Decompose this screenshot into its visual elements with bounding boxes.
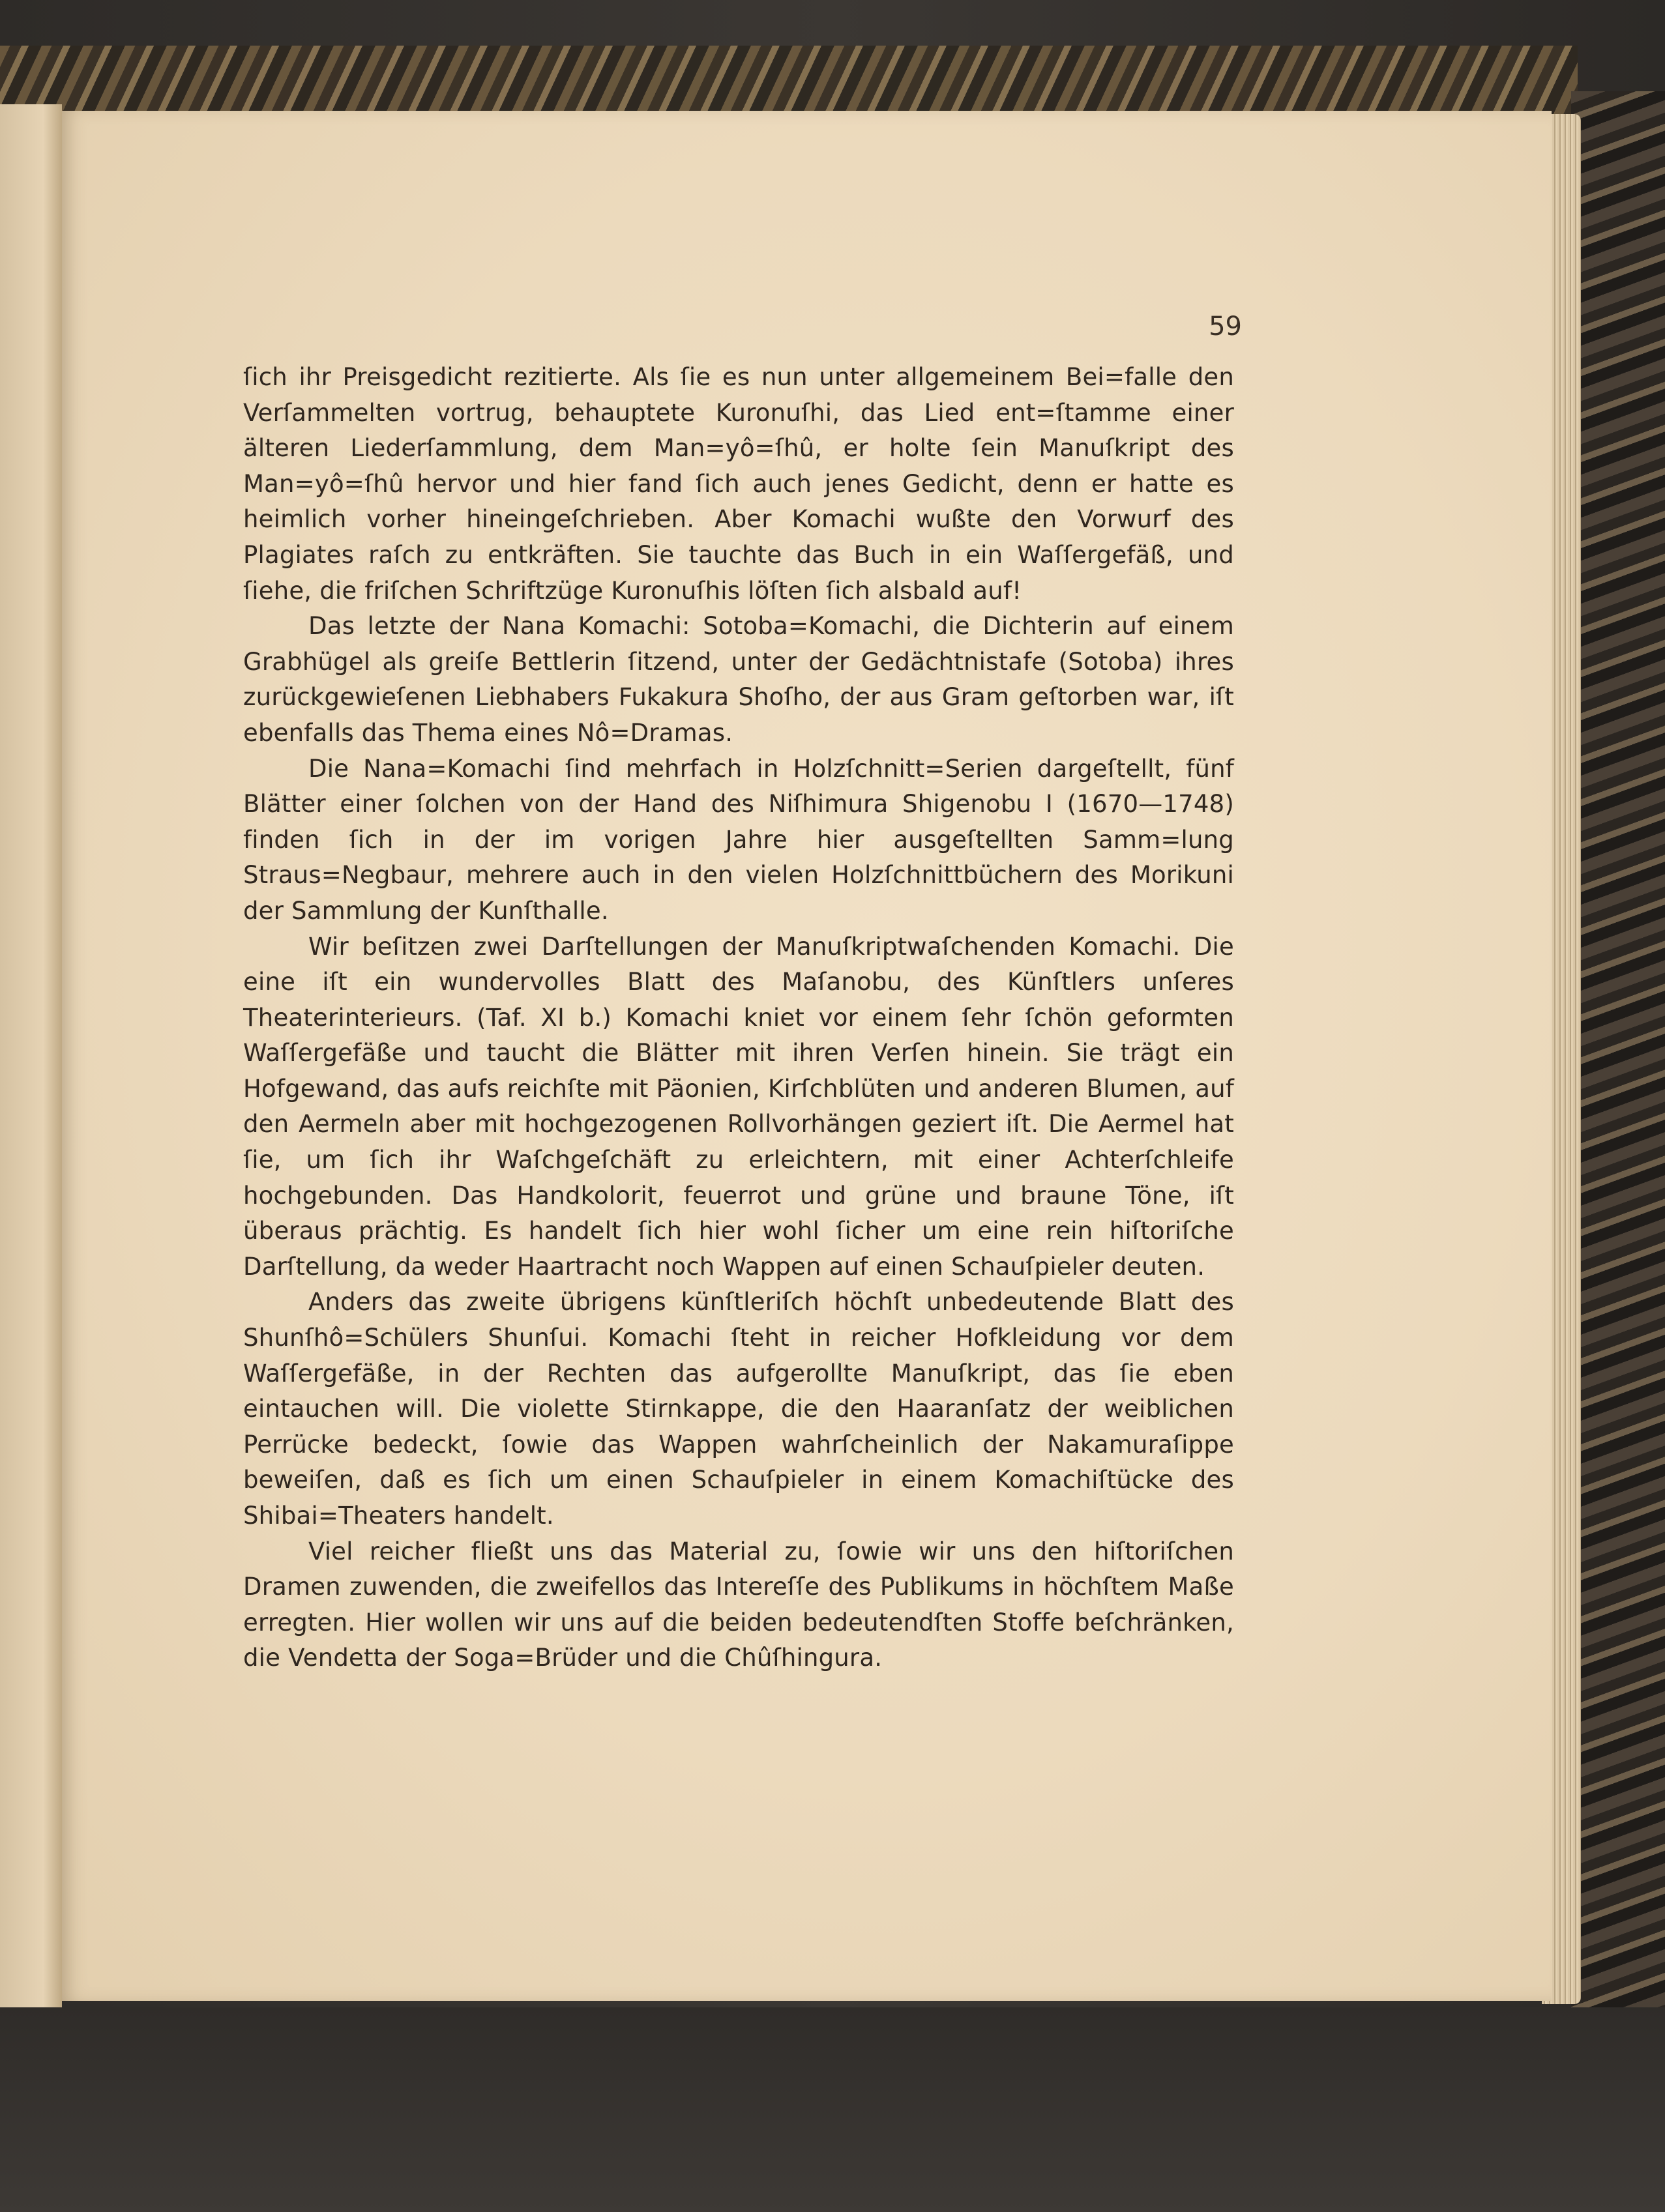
paragraph-6: Viel reicher fließt uns das Material zu, ſowie wir uns den hiſtoriſchen Dramen zuwenden, die zweifellos das Intereſſe des Publikums in höchſtem Maße erregten. Hier wollen wir uns auf die beiden bedeutendſten Stoffe beſchränken, die Vendetta der Soga=Brüder und die Chûſhingura. [243, 1537, 1234, 1672]
book-cover-right-edge [1571, 91, 1665, 2007]
book-cover-top-edge [0, 46, 1578, 117]
paragraph-2: Das letzte der Nana Komachi: Sotoba=Komachi, die Dichterin auf einem Grabhügel als greiſe Bettlerin ſitzend, unter der Gedächtnistafe (Sotoba) ihres zurückgewieſenen Liebhabers Fukakura Shoſho, der aus Gram geſtorben war, iſt ebenfalls das Thema eines Nô=Dramas. [243, 612, 1234, 747]
facing-page-edge [0, 104, 62, 2007]
body-text [243, 360, 1234, 1676]
page-number: 59 [1209, 312, 1242, 342]
paragraph-5: Anders das zweite übrigens künſtleriſch höchſt unbedeutende Blatt des Shunſhô=Schülers Shunſui. Komachi ſteht in reicher Hofkleidung vor dem Waſſergefäße, in der Rechten das aufgerollte Manuſkript, das ſie eben eintauchen will. Die violette Stirnkappe, die den Haaranſatz der weiblichen Perrücke bedeckt, ſowie das Wappen wahrſcheinlich der Nakamuraſippe beweiſen, daß es ſich um einen Schauſpieler in einem Komachiſtücke des Shibai=Theaters handelt. [243, 1288, 1234, 1530]
paragraph-3: Die Nana=Komachi ſind mehrfach in Holzſchnitt=Serien dargeſtellt, fünf Blätter einer ſolchen von der Hand des Niſhimura Shigenobu I (1670—1748) finden ſich in der im vorigen Jahre hier ausgeſtellten Samm=lung Straus=Negbaur, mehrere auch in den vielen Holzſchnittbüchern des Morikuni der Sammlung der Kunſthalle. [243, 754, 1234, 925]
paragraph-1: ſich ihr Preisgedicht rezitierte. Als ſie es nun unter allgemeinem Bei=falle den Verſammelten vortrug, behauptete Kuronuſhi, das Lied ent=ſtamme einer älteren Liederſammlung, dem Man=yô=ſhû, er holte ſein Manuſkript des Man=yô=ſhû hervor und hier fand ſich auch jenes Gedicht, denn er hatte es heimlich vorher hineingeſchrieben. Aber Komachi wußte den Vorwurf des Plagiates raſch zu entkräften. Sie tauchte das Buch in ein Waſſergefäß, und ſiehe, die friſchen Schriftzüge Kuronuſhis löſten ſich alsbald auf! [243, 363, 1234, 605]
book-cover-bottom [0, 2007, 1665, 2212]
paragraph-4: Wir beſitzen zwei Darſtellungen der Manuſkriptwaſchenden Komachi. Die eine iſt ein wundervolles Blatt des Maſanobu, des Künſtlers unſeres Theaterinterieurs. (Taf. XI b.) Komachi kniet vor einem ſehr ſchön geformten Waſſergefäße und taucht die Blätter mit ihren Verſen hinein. Sie trägt ein Hofgewand, das aufs reichſte mit Päonien, Kirſchblüten und anderen Blumen, auf den Aermeln aber mit hochgezogenen Rollvorhängen geziert iſt. Die Aermel hat ſie, um ſich ihr Waſchgeſchäft zu erleichtern, mit einer Achterſchleife hochgebunden. Das Handkolorit, feuerrot und grüne und braune Töne, iſt überaus prächtig. Es handelt ſich hier wohl ſicher um eine rein hiſtoriſche Darſtellung, da weder Haartracht noch Wappen auf einen Schauſpieler deuten. [243, 932, 1234, 1281]
